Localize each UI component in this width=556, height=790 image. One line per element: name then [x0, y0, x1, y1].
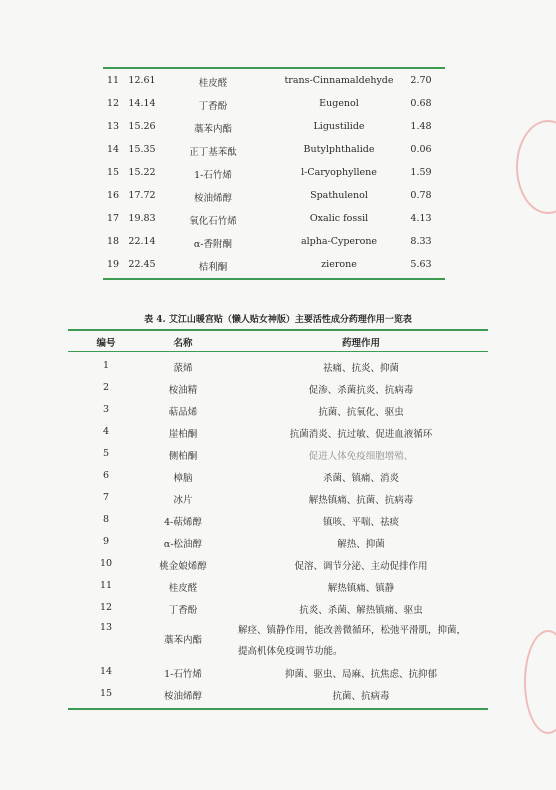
cell-retention-time: 22.14: [128, 236, 156, 247]
cell-number: 14: [99, 666, 113, 677]
cell-number: 4: [102, 426, 110, 437]
cell-name: 蒎烯: [173, 363, 193, 374]
cell-number: 9: [102, 536, 110, 547]
table4-bottom-rule: [68, 708, 488, 710]
cell-english-name: Ligustilide: [313, 121, 365, 132]
cell-name: 桃金娘烯醇: [159, 561, 207, 572]
cell-number: 12: [99, 602, 113, 613]
cell-effect: 镇咳、平喘、祛痰: [322, 517, 400, 528]
cell-retention-time: 15.26: [128, 121, 156, 132]
cell-content: 1.59: [410, 167, 432, 178]
top-table-bottom-rule: [103, 278, 445, 280]
cell-effect: 解热镇痛、抗菌、抗病毒: [308, 495, 414, 506]
cell-number: 5: [102, 448, 110, 459]
cell-effect: 解痉、镇静作用，能改善微循环，松弛平滑肌，抑菌，: [238, 625, 467, 636]
cell-content: 8.33: [410, 236, 432, 247]
cell-english-name: trans-Cinnamaldehyde: [284, 75, 394, 86]
cell-retention-time: 19.83: [128, 213, 156, 224]
cell-number: 11: [99, 580, 113, 591]
table4-header-rule: [68, 351, 488, 352]
cell-name: 桂皮醛: [168, 583, 198, 594]
cell-chinese-name: 正丁基苯酞: [189, 147, 237, 158]
cell-content: 0.68: [410, 98, 432, 109]
cell-effect: 抗菌、抗病毒: [332, 691, 390, 702]
cell-english-name: alpha-Cyperone: [300, 236, 378, 247]
cell-number: 8: [102, 514, 110, 525]
cell-effect: 促溶、调节分泌、主动促排作用: [294, 561, 428, 572]
cell-retention-time: 15.35: [128, 144, 156, 155]
cell-content: 0.78: [410, 190, 432, 201]
cell-chinese-name: 丁香酚: [198, 101, 228, 112]
cell-number: 15: [99, 688, 113, 699]
cell-effect: 抗菌、抗氧化、驱虫: [318, 407, 404, 418]
cell-name: 樟脑: [173, 473, 193, 484]
cell-name: 崖柏酮: [168, 429, 198, 440]
cell-number: 3: [102, 404, 110, 415]
cell-content: 0.06: [410, 144, 432, 155]
cell-effect: 解热、抑菌: [337, 539, 385, 550]
cell-chinese-name: 桉油烯醇: [193, 193, 233, 204]
cell-name: 侧柏酮: [168, 451, 198, 462]
cell-name: 丁香酚: [168, 605, 198, 616]
col-header-effect: 药理作用: [341, 338, 381, 349]
cell-chinese-name: 氧化石竹烯: [189, 216, 237, 227]
cell-retention-time: 15.22: [128, 167, 156, 178]
cell-english-name: l-Caryophyllene: [301, 167, 377, 178]
cell-number: 19: [106, 259, 120, 270]
cell-english-name: Eugenol: [319, 98, 359, 109]
cell-number: 14: [106, 144, 120, 155]
cell-content: 2.70: [410, 75, 432, 86]
cell-effect: 解热镇痛、镇静: [327, 583, 395, 594]
col-header-number: 编号: [96, 338, 116, 349]
cell-number: 1: [102, 360, 110, 371]
cell-number: 13: [99, 622, 113, 633]
cell-name: α-松油醇: [163, 539, 203, 550]
seal-stamp-fragment-lower: [524, 630, 556, 734]
cell-effect: 提高机体免疫调节功能。: [238, 646, 343, 657]
cell-name: 萜品烯: [168, 407, 198, 418]
cell-effect: 抑菌、驱虫、局麻、抗焦虑、抗抑郁: [284, 669, 438, 680]
cell-chinese-name: 藁苯内酯: [193, 124, 233, 135]
cell-name: 藁苯内酯: [163, 635, 203, 646]
cell-name: 4-萜烯醇: [164, 517, 202, 528]
cell-effect: 祛痛、抗炎、抑菌: [322, 363, 400, 374]
cell-number: 6: [102, 470, 110, 481]
cell-content: 4.13: [410, 213, 432, 224]
cell-effect: 促进人体免疫细胞增殖、: [308, 451, 414, 462]
cell-chinese-name: 桂皮醛: [198, 78, 228, 89]
cell-chinese-name: α-香附酮: [193, 239, 233, 250]
cell-number: 13: [106, 121, 120, 132]
cell-number: 12: [106, 98, 120, 109]
cell-retention-time: 17.72: [128, 190, 156, 201]
cell-number: 2: [102, 382, 110, 393]
cell-name: 桉油烯醇: [163, 691, 203, 702]
cell-number: 10: [99, 558, 113, 569]
cell-retention-time: 14.14: [128, 98, 156, 109]
cell-effect: 促渗、杀菌抗炎、抗病毒: [308, 385, 414, 396]
cell-number: 15: [106, 167, 120, 178]
cell-number: 17: [106, 213, 120, 224]
cell-number: 18: [106, 236, 120, 247]
table-caption: 表 4. 艾江山暖宫贴（懒人贴女神版）主要活性成分药理作用一览表: [144, 315, 412, 325]
cell-name: 冰片: [173, 495, 193, 506]
cell-number: 7: [102, 492, 110, 503]
table4-top-rule: [68, 329, 488, 331]
cell-name: 桉油精: [168, 385, 198, 396]
cell-english-name: Spathulenol: [310, 190, 368, 201]
cell-name: 1-石竹烯: [164, 669, 202, 680]
cell-retention-time: 12.61: [128, 75, 156, 86]
cell-chinese-name: 桔利酮: [198, 262, 228, 273]
cell-content: 5.63: [410, 259, 432, 270]
cell-english-name: Oxalic fossil: [309, 213, 369, 224]
cell-effect: 抗炎、杀菌、解热镇痛、驱虫: [299, 605, 423, 616]
cell-chinese-name: 1-石竹烯: [194, 170, 232, 181]
cell-content: 1.48: [410, 121, 432, 132]
cell-effect: 杀菌、镇痛、消炎: [322, 473, 400, 484]
cell-english-name: zierone: [321, 259, 357, 270]
cell-number: 16: [106, 190, 120, 201]
top-table-top-rule: [103, 67, 445, 69]
cell-english-name: Butylphthalide: [303, 144, 375, 155]
seal-stamp-fragment: [516, 120, 556, 214]
cell-retention-time: 22.45: [128, 259, 156, 270]
cell-number: 11: [106, 75, 120, 86]
cell-effect: 抗菌消炎、抗过敏、促进血液循环: [289, 429, 433, 440]
col-header-name: 名称: [173, 338, 193, 349]
